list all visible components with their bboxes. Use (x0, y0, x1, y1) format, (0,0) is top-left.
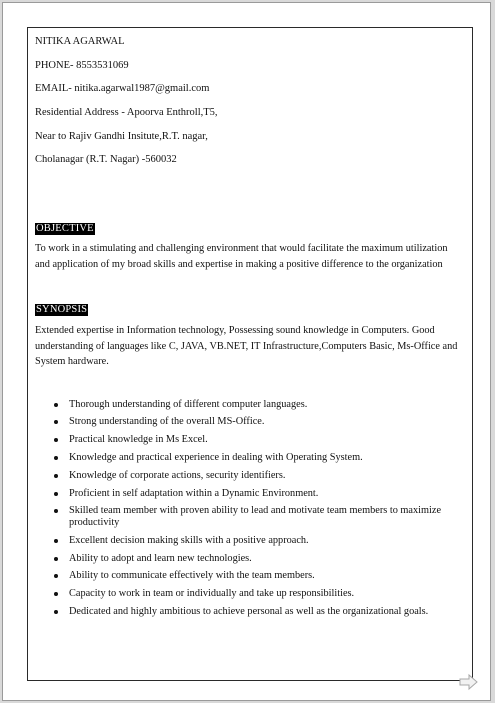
list-item-text: Knowledge of corporate actions, security identifiers. (69, 469, 286, 481)
bullet-icon (54, 592, 58, 596)
address-line-3: Cholanagar (R.T. Nagar) -560032 (35, 154, 177, 166)
bullet-icon (54, 403, 58, 407)
list-item-text: Capacity to work in team or individually and take up responsibilities. (69, 588, 355, 600)
list-item (69, 553, 460, 565)
resume-content (35, 35, 460, 624)
bullet-icon (54, 610, 58, 614)
synopsis-heading: SYNOPSIS (36, 304, 88, 316)
skills-list (35, 399, 460, 618)
list-item (69, 399, 460, 411)
bullet-icon (54, 509, 58, 513)
list-item-text: Strong understanding of the overall MS-Office. (69, 416, 265, 428)
arrow-right-icon-graphic (459, 673, 479, 691)
bullet-icon (54, 420, 58, 424)
list-item (69, 470, 460, 482)
list-item-text: Practical knowledge in Ms Excel. (69, 434, 208, 446)
bullet-icon (54, 492, 58, 496)
list-item (69, 505, 460, 528)
objective-section (35, 222, 460, 272)
list-item-text: Ability to adopt and learn new technologies. (69, 552, 252, 564)
address-line-1: Residential Address - Apoorva Enthroll,T5, (35, 107, 218, 119)
list-item-text: Knowledge and practical experience in dealing with Operating System. (69, 452, 363, 464)
synopsis-section (35, 303, 460, 370)
list-item-text: Thorough understanding of different computer languages. (69, 398, 308, 410)
bullet-icon (54, 456, 58, 460)
list-item (69, 570, 460, 582)
bullet-icon (54, 474, 58, 478)
list-item-text: Proficient in self adaptation within a Dynamic Environment. (69, 487, 319, 499)
candidate-name: NITIKA AGARWAL (35, 36, 125, 47)
list-item (69, 416, 460, 428)
list-item (69, 535, 460, 547)
list-item-text: Ability to communicate effectively with the team members. (69, 570, 315, 582)
bullet-icon (54, 557, 58, 561)
address-line-2: Near to Rajiv Gandhi Insitute,R.T. nagar, (35, 130, 208, 142)
phone-line: PHONE- 8553531069 (35, 59, 129, 71)
synopsis-text: Extended expertise in Information technology, Possessing sound knowledge in Computers. Good understanding of languages like C, JAVA, VB.NET, IT Infrastructure,Computers Basic, Ms-Office and System hardware. (35, 325, 458, 368)
list-item (69, 488, 460, 500)
list-item-text: Excellent decision making skills with a positive approach. (69, 534, 309, 546)
list-item (69, 588, 460, 600)
list-item (69, 606, 460, 618)
objective-heading: OBJECTIVE (36, 223, 94, 235)
list-item (69, 452, 460, 464)
bullet-icon (54, 438, 58, 442)
bullet-icon (54, 539, 58, 543)
list-item-text: Dedicated and highly ambitious to achieve personal as well as the organizational goals. (69, 605, 429, 617)
contact-section (35, 35, 460, 177)
list-item-text: Skilled team member with proven ability to lead and motivate team members to maximize productivity (69, 505, 442, 528)
objective-text: To work in a stimulating and challenging environment that would facilitate the maximum utilization and application of my broad skills and expertise in making a positive difference to the organization (35, 243, 448, 270)
bullet-icon (54, 574, 58, 578)
arrow-right-icon[interactable] (459, 673, 479, 691)
email-line: EMAIL- nitika.agarwal1987@gmail.com (35, 83, 210, 95)
list-item (69, 434, 460, 446)
